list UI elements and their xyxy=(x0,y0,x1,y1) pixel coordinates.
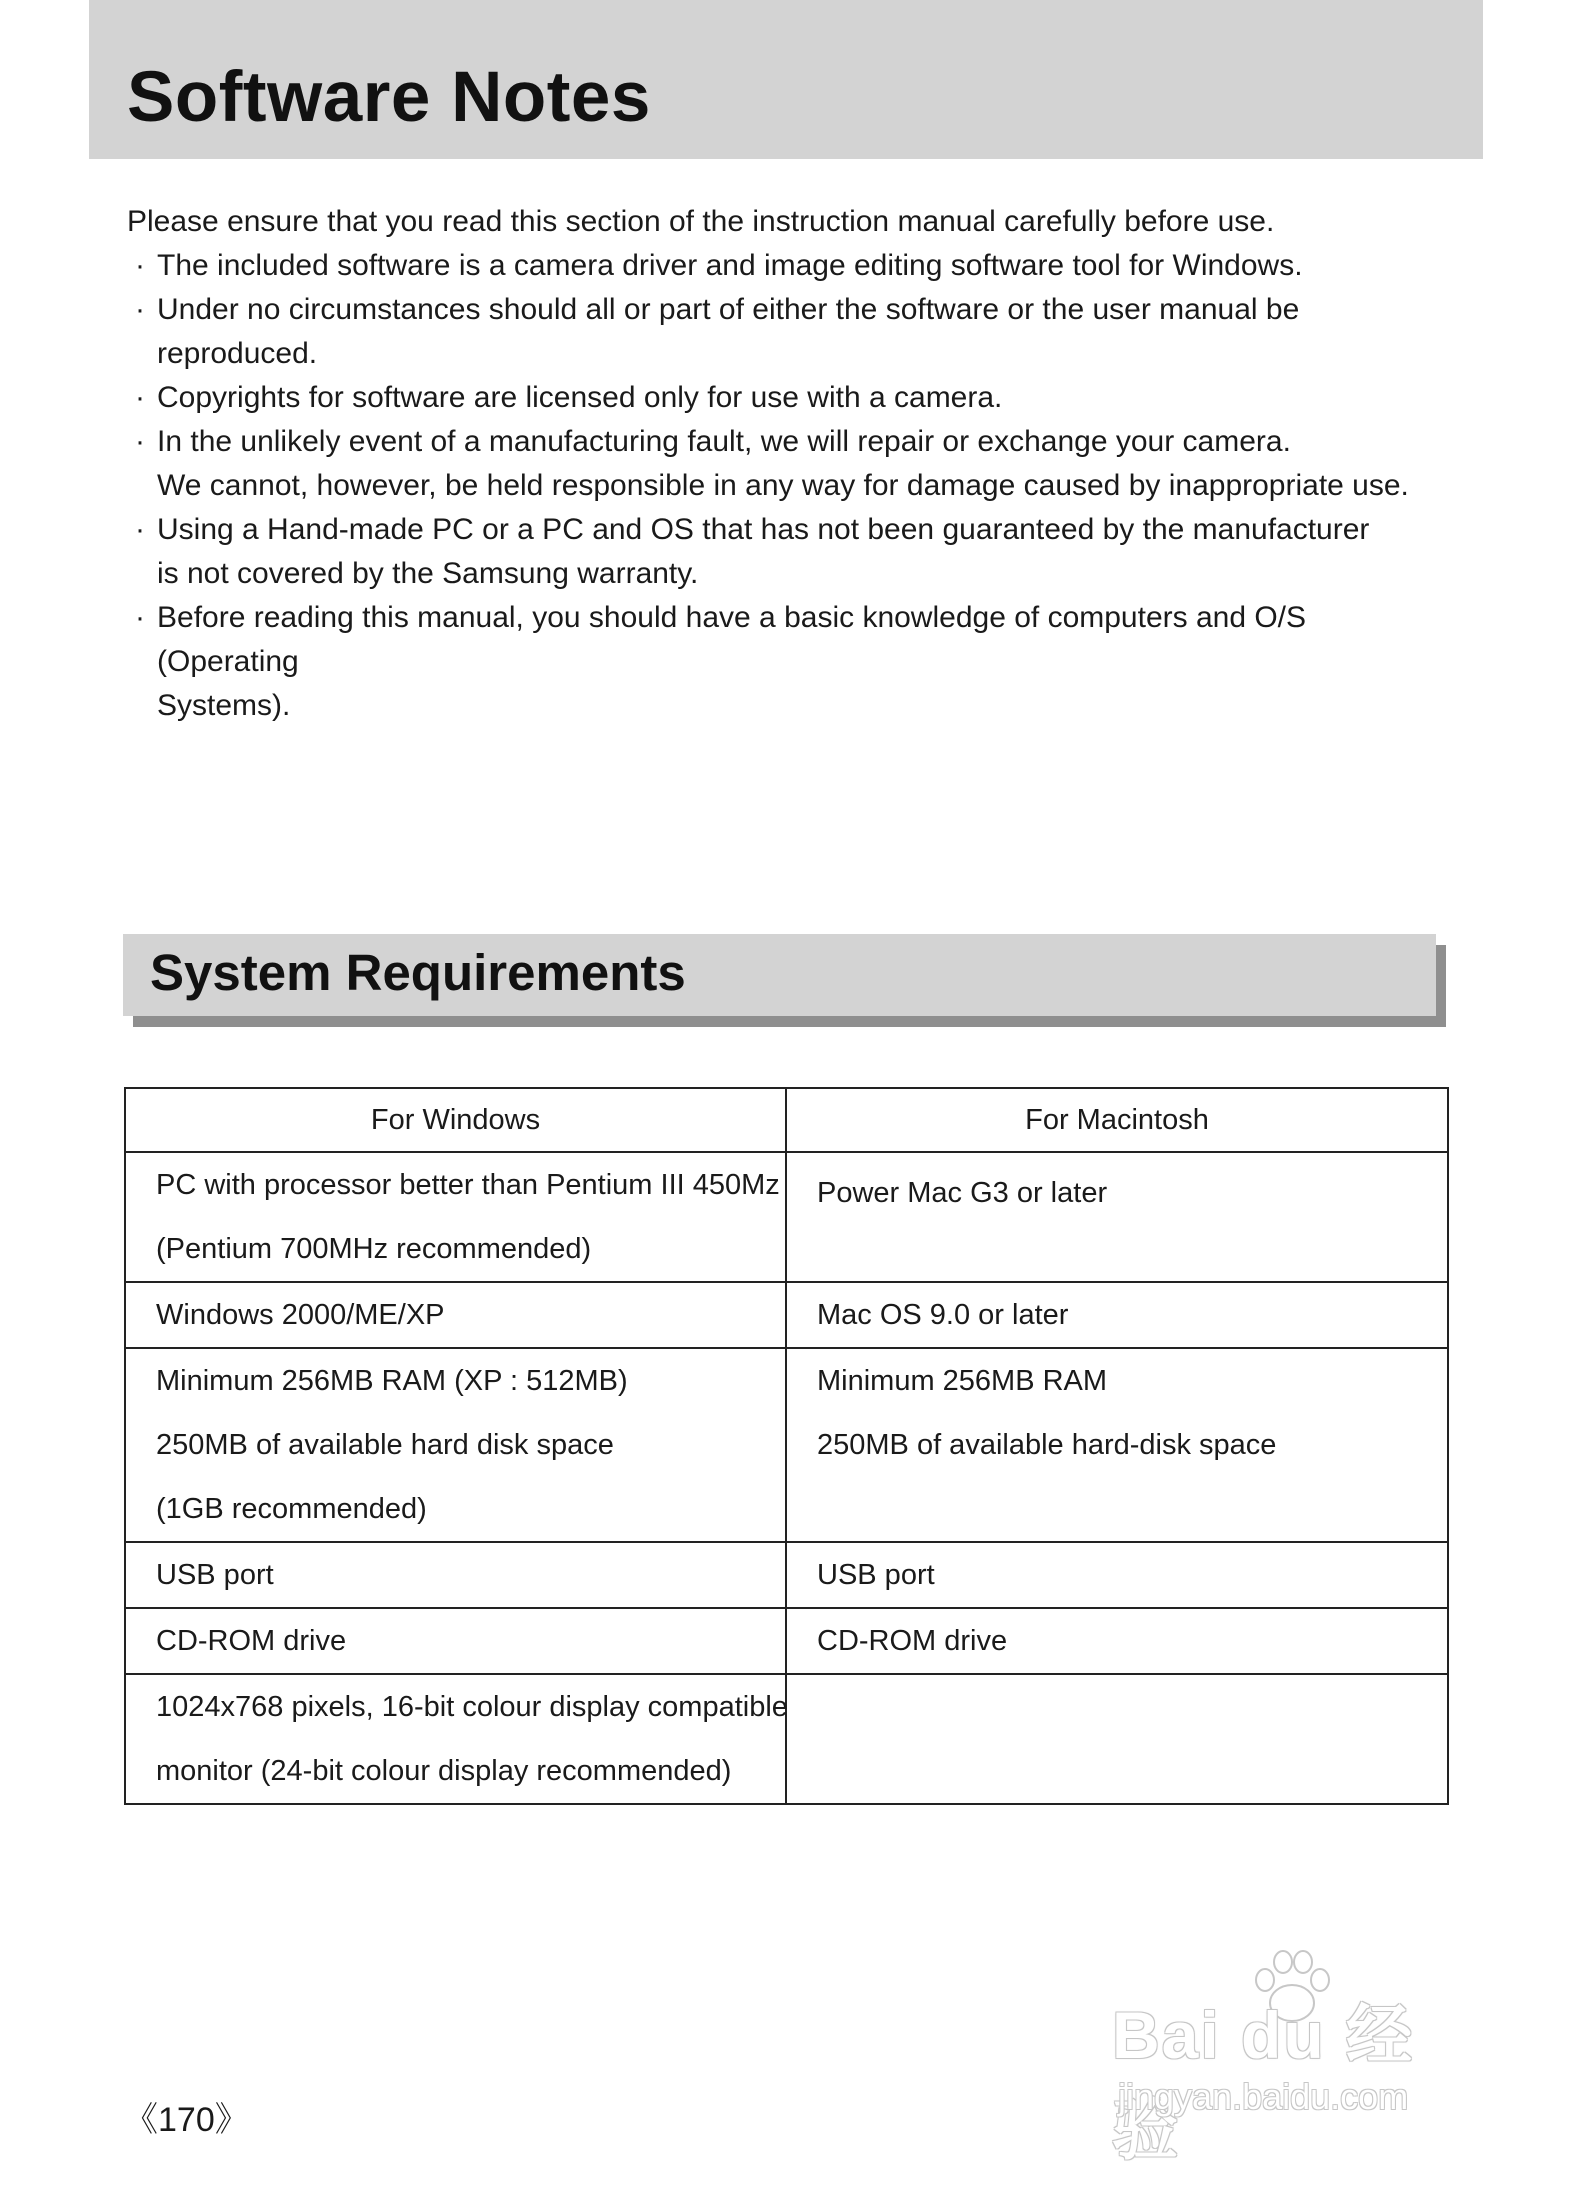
cell-line: USB port xyxy=(817,1559,935,1591)
note-item xyxy=(127,288,1427,376)
mac-cell xyxy=(786,1542,1448,1608)
table-row xyxy=(125,1674,1448,1804)
cell-line: (Pentium 700MHz recommended) xyxy=(156,1233,592,1265)
note-text: The included software is a camera driver and image editing software tool for Windows. xyxy=(157,249,1303,282)
cell-line: PC with processor better than Pentium III 450Mz xyxy=(156,1169,780,1201)
note-text-continued: We cannot, however, be held responsible in any way for damage caused by inappropriate use. xyxy=(157,469,1409,502)
note-text-continued: Systems). xyxy=(157,689,291,722)
note-item xyxy=(127,420,1427,508)
page-title: Software Notes xyxy=(127,58,651,137)
note-text: Using a Hand-made PC or a PC and OS that has not been guaranteed by the manufacturer xyxy=(157,513,1370,546)
note-text: In the unlikely event of a manufacturing fault, we will repair or exchange your camera. xyxy=(157,425,1291,458)
cell-line: 1024x768 pixels, 16-bit colour display compatible xyxy=(156,1691,788,1723)
note-item xyxy=(127,244,1427,288)
table-row xyxy=(125,1542,1448,1608)
requirements-table xyxy=(124,1087,1449,1805)
cell-line: (1GB recommended) xyxy=(156,1493,427,1525)
note-item xyxy=(127,596,1427,728)
page-number: 《170》 xyxy=(124,2101,249,2139)
windows-cell xyxy=(125,1282,786,1348)
intro-section xyxy=(127,200,1427,728)
watermark-url: jingyan.baidu.com xyxy=(1118,2076,1409,2117)
table-header-row xyxy=(125,1088,1448,1152)
bullet-dot: · xyxy=(135,293,145,326)
cell-line: 250MB of available hard disk space xyxy=(156,1429,614,1461)
cell-line: monitor (24-bit colour display recommended) xyxy=(156,1755,732,1787)
section-title: System Requirements xyxy=(150,944,686,1001)
cell-line: USB port xyxy=(156,1559,274,1591)
windows-cell xyxy=(125,1152,786,1282)
header-windows: For Windows xyxy=(125,1088,786,1152)
cell-line: Minimum 256MB RAM xyxy=(817,1365,1108,1397)
cell-line: Minimum 256MB RAM (XP : 512MB) xyxy=(156,1365,628,1397)
table-row xyxy=(125,1152,1448,1282)
note-text: Under no circumstances should all or part of either the software or the user manual be reproduced. xyxy=(157,293,1300,370)
watermark-logo: Bai du 经验 xyxy=(1112,1998,1415,2167)
bullet-dot: · xyxy=(135,601,145,634)
bullet-dot: · xyxy=(135,381,145,414)
cell-line: 250MB of available hard-disk space xyxy=(817,1429,1277,1461)
table-row xyxy=(125,1608,1448,1674)
windows-cell xyxy=(125,1608,786,1674)
windows-cell xyxy=(125,1542,786,1608)
header-macintosh: For Macintosh xyxy=(786,1088,1448,1152)
cell-line: CD-ROM drive xyxy=(817,1625,1008,1657)
mac-cell xyxy=(786,1282,1448,1348)
note-text-continued: is not covered by the Samsung warranty. xyxy=(157,557,699,590)
note-item xyxy=(127,376,1427,420)
note-text: Copyrights for software are licensed only for use with a camera. xyxy=(157,381,1003,414)
baidu-watermark xyxy=(1112,1948,1472,2167)
cell-line: Mac OS 9.0 or later xyxy=(817,1299,1069,1331)
bullet-dot: · xyxy=(135,249,145,282)
intro-lead: Please ensure that you read this section of the instruction manual carefully before use. xyxy=(127,205,1275,238)
cell-line: Windows 2000/ME/XP xyxy=(156,1299,445,1331)
cell-line: Power Mac G3 or later xyxy=(817,1177,1108,1209)
mac-cell-empty xyxy=(786,1674,1448,1804)
notes-list xyxy=(127,244,1427,728)
bullet-dot: · xyxy=(135,425,145,458)
table-row xyxy=(125,1348,1448,1542)
note-text: Before reading this manual, you should have a basic knowledge of computers and O/S (Operating xyxy=(157,601,1307,678)
table-row xyxy=(125,1282,1448,1348)
windows-cell xyxy=(125,1674,786,1804)
windows-cell xyxy=(125,1348,786,1542)
note-item xyxy=(127,508,1427,596)
cell-line: CD-ROM drive xyxy=(156,1625,347,1657)
mac-cell xyxy=(786,1348,1448,1542)
bullet-dot: · xyxy=(135,513,145,546)
mac-cell xyxy=(786,1608,1448,1674)
mac-cell xyxy=(786,1152,1448,1282)
